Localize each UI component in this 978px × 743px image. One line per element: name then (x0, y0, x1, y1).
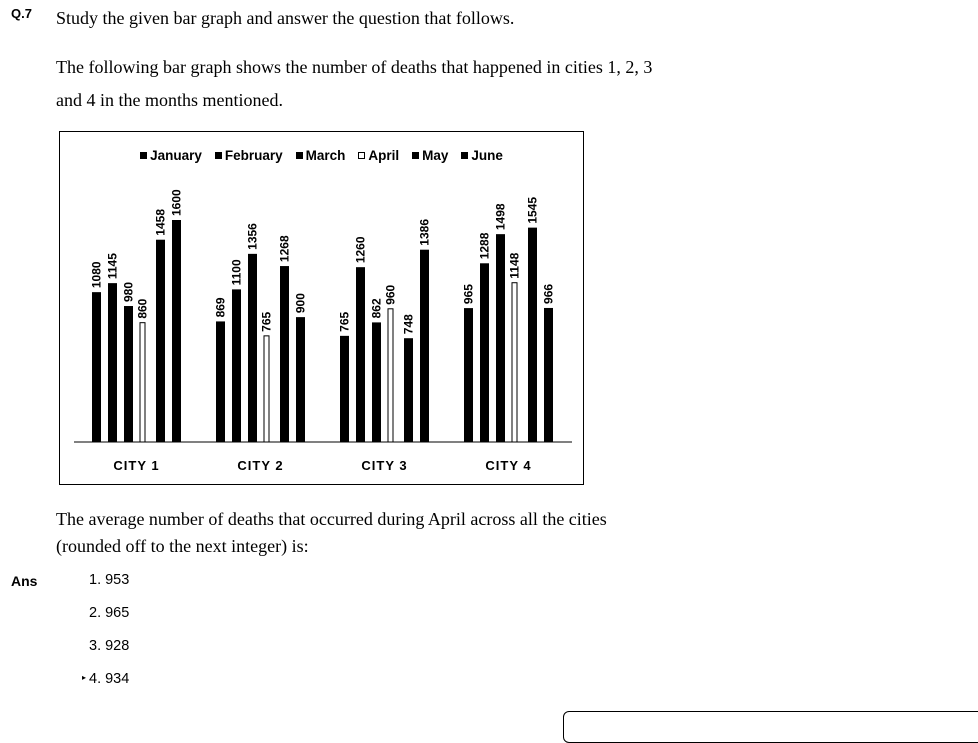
legend-swatch-may (412, 152, 419, 159)
data-label-city-4-january: 965 (461, 284, 476, 305)
chart-legend (60, 148, 583, 163)
bar-city-2-may (280, 266, 289, 442)
question-prompt-line-2: (rounded off to the next integer) is: (56, 536, 309, 556)
bar-city-2-january (216, 321, 225, 442)
category-label-city-3: CITY 3 (361, 458, 408, 473)
legend-label-march: March (305, 148, 346, 163)
option-2[interactable]: 2. 965 (89, 605, 130, 621)
bar-city-3-april (388, 309, 393, 442)
bar-city-4-june (544, 308, 553, 442)
data-label-city-4-february: 1288 (477, 232, 492, 260)
data-label-city-2-may: 1268 (277, 235, 292, 263)
option-1[interactable]: 1. 953 (89, 572, 130, 588)
bar-city-1-march (124, 306, 133, 442)
data-label-city-2-february: 1100 (229, 259, 244, 286)
bar-chart-canvas (60, 132, 584, 485)
bar-city-3-june (420, 250, 429, 442)
legend-label-january: January (150, 148, 202, 163)
data-label-city-1-february: 1145 (105, 253, 120, 280)
bar-city-4-may (528, 228, 537, 442)
data-label-city-3-march: 862 (369, 298, 384, 319)
legend-swatch-june (461, 152, 468, 159)
data-label-city-2-january: 869 (213, 297, 228, 318)
bar-city-4-march (496, 234, 505, 442)
bar-city-2-april (264, 336, 269, 442)
data-label-city-1-march: 980 (121, 281, 136, 303)
legend-swatch-april (358, 152, 365, 159)
question-description-line-1: The following bar graph shows the number of deaths that happened in cities 1, 2, 3 (56, 57, 653, 77)
category-label-city-2: CITY 2 (237, 458, 284, 473)
question-instruction: Study the given bar graph and answer the question that follows. (56, 8, 515, 28)
legend-item-april (358, 148, 399, 163)
legend-swatch-march (296, 152, 303, 159)
data-label-city-2-march: 1356 (245, 223, 260, 250)
selected-marker-icon: ▸ (82, 673, 87, 682)
category-label-city-1: CITY 1 (113, 458, 160, 473)
data-label-city-3-may: 748 (401, 314, 416, 335)
data-label-city-3-january: 765 (337, 311, 352, 332)
question-description-line-2: and 4 in the months mentioned. (56, 90, 283, 110)
legend-item-january (140, 148, 202, 163)
data-label-city-1-june: 1600 (169, 189, 184, 216)
data-label-city-1-may: 1458 (153, 208, 168, 236)
legend-item-march (296, 148, 346, 163)
option-3[interactable]: 3. 928 (89, 638, 130, 654)
bar-city-3-may (404, 338, 413, 442)
answer-label: Ans (11, 573, 38, 589)
bar-city-2-march (248, 254, 257, 442)
category-label-city-4: CITY 4 (485, 458, 532, 473)
bar-city-3-march (372, 322, 381, 442)
data-label-city-3-february: 1260 (353, 236, 368, 264)
bar-city-1-april (140, 323, 145, 442)
legend-swatch-february (215, 152, 222, 159)
legend-item-february (215, 148, 283, 163)
question-number: Q.7 (11, 6, 32, 21)
data-label-city-4-june: 966 (541, 283, 556, 304)
option-4[interactable]: 4. 934 (89, 671, 130, 687)
bar-city-4-april (512, 283, 517, 442)
question-prompt-line-1: The average number of deaths that occurred during April across all the cities (56, 509, 607, 529)
bar-city-4-february (480, 263, 489, 442)
bottom-panel-frame (563, 711, 978, 743)
data-label-city-2-april: 765 (259, 311, 274, 332)
data-label-city-4-may: 1545 (525, 196, 540, 224)
legend-label-february: February (224, 148, 283, 163)
bar-city-1-january (92, 292, 101, 442)
bar-city-1-february (108, 283, 117, 442)
data-label-city-4-march: 1498 (493, 203, 508, 231)
legend-item-june (461, 148, 503, 163)
legend-label-june: June (471, 148, 503, 163)
bar-city-4-january (464, 308, 473, 442)
bar-city-2-june (296, 317, 305, 442)
bar-city-3-january (340, 336, 349, 442)
legend-swatch-january (140, 152, 147, 159)
bar-city-1-may (156, 240, 165, 442)
bar-chart (59, 131, 584, 485)
bar-city-2-february (232, 289, 241, 442)
data-label-city-4-april: 1148 (507, 252, 522, 279)
legend-item-may (412, 148, 448, 163)
data-label-city-1-january: 1080 (89, 261, 104, 289)
bar-city-1-june (172, 220, 181, 442)
data-label-city-1-april: 860 (135, 298, 150, 319)
legend-label-may: May (422, 148, 449, 163)
data-label-city-3-april: 960 (383, 284, 398, 305)
legend-label-april: April (368, 148, 400, 163)
data-label-city-2-june: 900 (293, 293, 308, 314)
data-label-city-3-june: 1386 (417, 218, 432, 246)
bar-city-3-february (356, 267, 365, 442)
